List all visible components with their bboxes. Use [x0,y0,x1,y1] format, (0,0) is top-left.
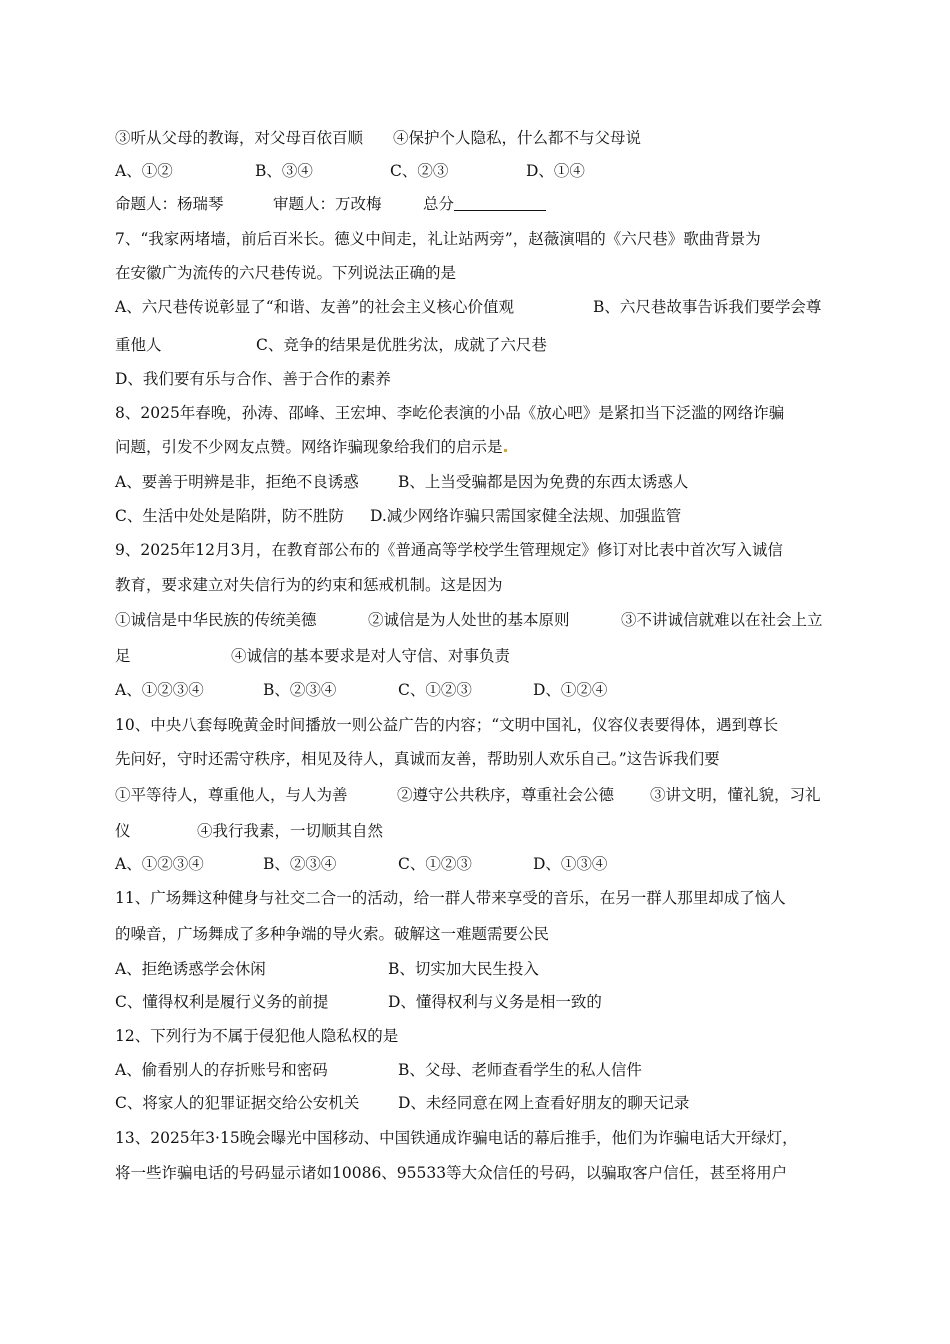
choice-d: D、未经同意在网上查看好朋友的聊天记录 [398,1094,690,1112]
choice-a: A、拒绝诱惑学会休闲 [115,960,266,978]
question-8 [115,402,840,424]
reviewer-name: 审题人：万改梅 [273,195,382,213]
question-text-line [115,748,840,770]
option-line [115,334,840,356]
option-line [115,991,840,1013]
question-10 [115,714,840,736]
question-text: 在安徽广为流传的六尺巷传说。下列说法正确的是 [115,264,457,282]
option-text: ④我行我素，一切顺其自然 [197,822,384,840]
option-text: ④诚信的基本要求是对人守信、对事负责 [231,647,511,665]
option-text: ③听从父母的教诲，对父母百依百顺 [115,129,364,147]
choice-d: D、①③④ [533,855,608,873]
question-13 [115,1127,840,1149]
choice-a: A、六尺巷传说彰显了“和谐、友善”的社会主义核心价值观 [115,298,515,316]
question-12 [115,1025,840,1047]
author-line [115,193,840,215]
choice-a: A、偷看别人的存折账号和密码 [115,1061,328,1079]
question-text: 先问好，守时还需守秩序，相见及待人，真诚而友善，帮助别人欢乐自己。”这告诉我们要 [115,750,720,768]
answer-choices [115,160,840,182]
question-7 [115,228,840,250]
option-line [115,1092,840,1114]
choice-b: B、六尺巷故事告诉我们要学会尊 [593,298,822,316]
question-text: 教育，要求建立对失信行为的约束和惩戒机制。这是因为 [115,576,503,594]
option-line [115,127,840,149]
option-line [115,368,840,390]
question-text: 12、下列行为不属于侵犯他人隐私权的是 [115,1027,399,1045]
choice-d: D、懂得权利与义务是相一致的 [388,993,602,1011]
question-text: 9、2025年12月3月，在教育部公布的《普通高等学校学生管理规定》修订对比表中首次写入诚信 [115,541,783,559]
choice-d: D、我们要有乐与合作、善于合作的素养 [115,370,391,388]
option-line [115,958,840,980]
question-text: 10、中央八套每晚黄金时间播放一则公益广告的内容；“文明中国礼，仪容仪表要得体，遇到尊长 [115,716,779,734]
choice-b: B、③④ [255,162,313,180]
choice-d: D、①④ [526,162,585,180]
option-text: 重他人 [115,336,162,354]
answer-choices [115,679,840,701]
choice-b: B、父母、老师查看学生的私人信件 [398,1061,642,1079]
choice-b: B、切实加大民生投入 [388,960,539,978]
option-text: ②遵守公共秩序，尊重社会公德 [397,786,615,804]
option-line [115,1059,840,1081]
question-text-line [115,1162,840,1184]
question-text: 问题，引发不少网友点赞。网络诈骗现象给我们的启示是 [115,438,503,456]
choice-c: C、竞争的结果是优胜劣汰，成就了六尺巷 [256,336,547,354]
option-text: ①诚信是中华民族的传统美德 [115,611,317,629]
option-line [115,471,840,493]
total-score-label: 总分 [423,195,455,213]
choice-d: D.减少网络诈骗只需国家健全法规、加强监管 [370,507,682,525]
question-text-line [115,436,840,458]
option-text: ①平等待人，尊重他人，与人为善 [115,786,348,804]
option-text: 仪 [115,822,131,840]
choice-c: C、将家人的犯罪证据交给公安机关 [115,1094,360,1112]
question-text: 13、2025年3·15晚会曝光中国移动、中国铁通成诈骗电话的幕后推手，他们为诈骗电话大开绿灯， [115,1129,798,1147]
choice-b: B、上当受骗都是因为免费的东西太诱惑人 [398,473,689,491]
choice-d: D、①②④ [533,681,608,699]
option-text: ④保护个人隐私，什么都不与父母说 [393,129,642,147]
option-line [115,645,840,667]
choice-a: A、①② [115,162,173,180]
question-text: 8、2025年春晚，孙涛、邵峰、王宏坤、李屹伦表演的小品《放心吧》是紧扣当下泛滥的网络诈骗 [115,404,785,422]
choice-a: A、①②③④ [115,681,204,699]
option-text: ③不讲诚信就难以在社会上立 [621,611,823,629]
choice-c: C、①②③ [398,855,472,873]
option-line [115,609,840,631]
question-text-line [115,574,840,596]
option-line [115,505,840,527]
question-text: 7、“我家两堵墙，前后百米长。德义中间走，礼让站两旁”，赵薇演唱的《六尺巷》歌曲背景为 [115,230,761,248]
option-line [115,820,840,842]
question-11 [115,887,840,909]
choice-c: C、①②③ [398,681,472,699]
question-9 [115,539,840,561]
question-text: 将一些诈骗电话的号码显示诸如10086、95533等大众信任的号码，以骗取客户信任，甚至将用户 [115,1164,788,1182]
question-text-line [115,923,840,945]
question-text: 11、广场舞这种健身与社交二合一的活动，给一群人带来享受的音乐，在另一群人那里却成了恼人 [115,889,786,907]
question-text: 的噪音，广场舞成了多种争端的导火索。破解这一难题需要公民 [115,925,550,943]
choice-c: C、懂得权利是履行义务的前提 [115,993,329,1011]
setter-name: 命题人：杨瑞琴 [115,195,224,213]
choice-a: A、①②③④ [115,855,204,873]
option-line [115,296,840,318]
mark-dot [504,449,507,452]
choice-b: B、②③④ [263,681,337,699]
answer-choices [115,853,840,875]
option-line [115,784,840,806]
option-text: 足 [115,647,131,665]
question-text-line [115,262,840,284]
choice-c: C、②③ [390,162,449,180]
choice-b: B、②③④ [263,855,337,873]
option-text: ③讲文明，懂礼貌，习礼 [650,786,821,804]
option-text: ②诚信是为人处世的基本原则 [368,611,570,629]
total-score-blank [454,194,546,211]
choice-c: C、生活中处处是陷阱，防不胜防 [115,507,344,525]
choice-a: A、要善于明辨是非，拒绝不良诱惑 [115,473,359,491]
